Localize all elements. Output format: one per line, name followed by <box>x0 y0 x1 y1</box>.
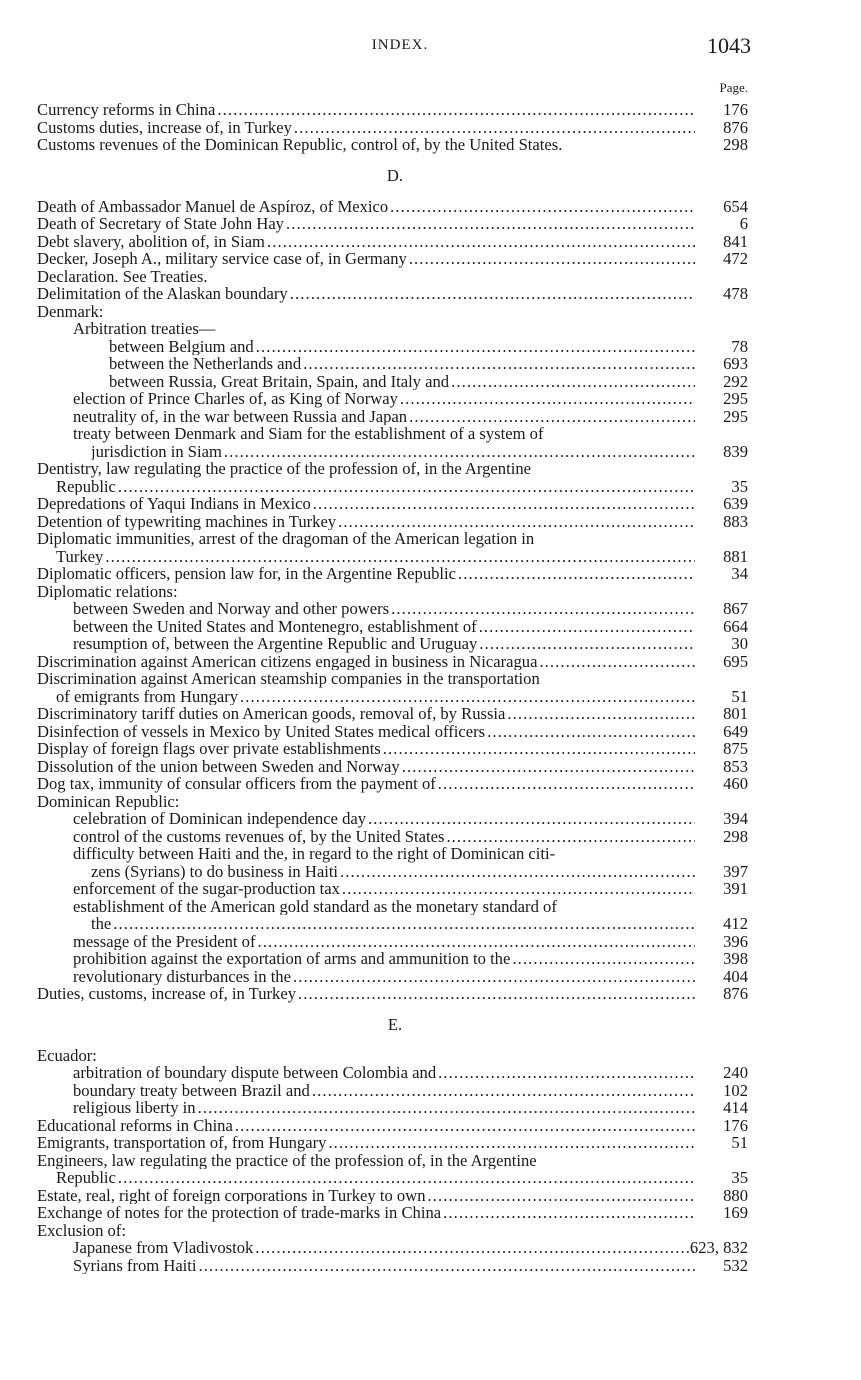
entry-page-ref: 853 <box>723 756 748 776</box>
entry-text: message of the President of <box>73 932 256 950</box>
leader-dots <box>222 443 695 461</box>
index-entry <box>0 1117 861 1135</box>
leader-dots <box>196 1099 695 1117</box>
entry-text: Debt slavery, abolition of, in Siam <box>37 232 265 250</box>
entry-text: revolutionary disturbances in the <box>73 967 291 985</box>
entry-text: Death of Secretary of State John Hay <box>37 215 284 233</box>
leader-dots <box>296 985 695 1003</box>
entry-text: between Russia, Great Britain, Spain, and Italy and <box>109 372 450 390</box>
leader-dots <box>477 635 695 653</box>
entry-page-ref: 867 <box>723 599 748 618</box>
index-entry <box>0 1047 861 1065</box>
entry-page-ref: 176 <box>723 1115 748 1135</box>
leader-dots <box>398 390 695 408</box>
index-entry <box>0 548 861 566</box>
index-entry <box>0 408 861 426</box>
entry-page-ref: 78 <box>731 336 748 356</box>
entry-text: boundary treaty between Brazil and <box>73 1081 310 1099</box>
index-entry <box>0 635 861 653</box>
entry-text: resumption of, between the Argentine Republic and Uruguay <box>73 635 478 653</box>
index-entry <box>0 950 861 968</box>
leader-dots <box>291 968 695 986</box>
index-entry <box>0 1187 861 1205</box>
entry-page-ref: 654 <box>723 196 748 216</box>
page-column-label: Page. <box>719 80 748 95</box>
index-entry <box>0 583 861 601</box>
entry-page-ref: 6 <box>739 214 748 233</box>
entry-page-ref: 801 <box>723 704 748 723</box>
entry-text: between Sweden and Norway and other powers <box>73 600 390 618</box>
index-entry <box>0 355 861 373</box>
leader-dots <box>254 338 695 356</box>
leader-dots <box>215 101 695 119</box>
index-entry <box>0 101 861 119</box>
entry-page-ref: 695 <box>723 651 748 671</box>
leader-dots <box>116 1169 695 1187</box>
leader-dots <box>426 1187 696 1205</box>
leader-dots <box>388 198 695 216</box>
leader-dots <box>336 513 695 531</box>
leader-dots <box>292 119 695 137</box>
index-entry <box>0 1257 861 1275</box>
entry-page-ref: 880 <box>723 1185 748 1205</box>
leader-dots <box>311 495 695 513</box>
entry-text: Exclusion of: <box>37 1221 126 1239</box>
index-entry <box>0 1204 861 1222</box>
entry-page-ref: 176 <box>723 100 748 119</box>
index-entry <box>0 880 861 898</box>
leader-dots <box>233 1117 695 1135</box>
index-entry <box>0 215 861 233</box>
index-entry <box>0 565 861 583</box>
index-entry <box>0 1064 861 1082</box>
entry-text: the <box>91 915 112 933</box>
entry-page-ref: 841 <box>723 231 748 251</box>
entry-text: jurisdiction in Siam <box>91 442 222 460</box>
entry-page-ref: 169 <box>723 1203 748 1222</box>
leader-dots <box>477 618 695 636</box>
index-entry <box>0 513 861 531</box>
index-entry <box>0 828 861 846</box>
entry-page-ref: 295 <box>723 389 748 408</box>
entry-page-ref: 51 <box>731 1133 748 1152</box>
leader-dots <box>456 565 695 583</box>
leader-dots <box>116 478 695 496</box>
entry-text: Disinfection of vessels in Mexico by United States medical officers <box>37 722 486 740</box>
index-entry <box>0 618 861 636</box>
index-entry <box>0 793 861 811</box>
entry-page-ref: 693 <box>723 354 748 373</box>
entry-text: prohibition against the exportation of arms and ammunition to the <box>73 950 511 968</box>
leader-dots <box>111 915 695 933</box>
entry-page-ref: 875 <box>723 739 748 758</box>
entry-text: Dissolution of the union between Sweden and Norway <box>37 757 400 775</box>
entry-text: Decker, Joseph A., military service case of, in Germany <box>37 250 407 268</box>
entry-text: Duties, customs, increase of, in Turkey <box>37 985 297 1003</box>
leader-dots <box>449 373 695 391</box>
entry-text: celebration of Dominican independence day <box>73 810 367 828</box>
index-entry <box>0 250 861 268</box>
entry-page-ref: 664 <box>723 616 748 636</box>
leader-dots <box>197 1257 695 1275</box>
entry-text: Discrimination against American citizens engaged in business in Nicaragua <box>37 652 538 670</box>
entry-page-ref: 639 <box>723 494 748 513</box>
index-entry <box>0 810 861 828</box>
index-entry <box>0 495 861 513</box>
entry-text: Educational reforms in China <box>37 1116 233 1134</box>
leader-dots <box>485 723 695 741</box>
leader-dots <box>441 1204 695 1222</box>
entry-page-ref: 298 <box>723 135 748 154</box>
index-entry <box>0 723 861 741</box>
index-entry <box>0 530 861 548</box>
index-entry <box>0 670 861 688</box>
leader-dots <box>389 600 695 618</box>
index-entry <box>0 303 861 321</box>
leader-dots <box>381 740 695 758</box>
leader-dots <box>436 1064 695 1082</box>
entry-page-ref: 30 <box>731 634 748 653</box>
entry-text: Detention of typewriting machines in Turkey <box>37 512 337 530</box>
entry-page-ref: 404 <box>723 966 748 986</box>
entry-text: Currency reforms in China <box>37 101 216 119</box>
entry-text: Diplomatic immunities, arrest of the dragoman of the American legation in <box>37 530 535 548</box>
entry-page-ref: 394 <box>723 809 748 828</box>
index-entry <box>0 1099 861 1117</box>
index-entry <box>0 933 861 951</box>
entry-page-ref: 623, 832 <box>689 1238 748 1257</box>
entry-page-ref: 649 <box>723 721 748 741</box>
leader-dots <box>253 1239 695 1257</box>
leader-dots <box>436 775 695 793</box>
index-entry <box>0 653 861 671</box>
index-entry <box>0 1152 861 1170</box>
entry-text: Depredations of Yaqui Indians in Mexico <box>37 495 311 513</box>
index-entry <box>0 985 861 1003</box>
index-entry <box>0 320 861 338</box>
leader-dots <box>407 408 695 426</box>
entry-page-ref: 478 <box>723 284 748 303</box>
index-entry <box>0 460 861 478</box>
index-entry <box>0 968 861 986</box>
entry-text: Diplomatic officers, pension law for, in the Argentine Republic <box>37 565 456 583</box>
page-number: 1043 <box>707 33 751 58</box>
entry-page-ref: 396 <box>723 931 748 951</box>
entry-page-ref: 34 <box>731 564 748 583</box>
index-entry <box>0 845 861 863</box>
entry-text: Denmark: <box>37 302 104 320</box>
index-entry <box>0 425 861 443</box>
index-entry <box>0 119 861 137</box>
entry-text: Ecuador: <box>37 1046 97 1064</box>
entry-text: Estate, real, right of foreign corporations in Turkey to own <box>37 1186 426 1204</box>
entry-page-ref: 35 <box>731 1168 748 1187</box>
entry-page-ref: 839 <box>723 441 748 461</box>
entry-page-ref: 51 <box>731 686 748 706</box>
entry-text: zens (Syrians) to do business in Haiti <box>91 862 339 880</box>
entry-page-ref: 397 <box>723 861 748 881</box>
entry-text: neutrality of, in the war between Russia and Japan <box>73 407 408 425</box>
entry-text: Syrians from Haiti <box>73 1256 197 1274</box>
index-entry <box>0 443 861 461</box>
index-entry <box>0 758 861 776</box>
index-entry <box>0 373 861 391</box>
entry-text: between the Netherlands and <box>109 355 302 373</box>
index-entries <box>0 101 861 1274</box>
section-letter: D. <box>386 165 404 185</box>
entry-text: Diplomatic relations: <box>37 582 178 600</box>
leader-dots <box>310 1082 695 1100</box>
entry-page-ref: 102 <box>723 1080 748 1100</box>
leader-dots <box>340 880 695 898</box>
index-entry <box>0 390 861 408</box>
section-letter: E. <box>387 1014 403 1034</box>
leader-dots <box>103 548 695 566</box>
entry-text: Republic <box>56 477 116 495</box>
entry-page-ref: 298 <box>723 826 748 846</box>
index-entry <box>0 705 861 723</box>
leader-dots <box>338 863 695 881</box>
leader-dots <box>444 828 695 846</box>
entry-page-ref: 460 <box>723 774 748 793</box>
entry-page-ref: 391 <box>723 879 748 898</box>
index-entry <box>0 688 861 706</box>
index-entry <box>0 338 861 356</box>
index-entry <box>0 915 861 933</box>
entry-page-ref: 881 <box>723 546 748 566</box>
index-entry <box>0 285 861 303</box>
entry-page-ref: 295 <box>723 406 748 426</box>
index-entry <box>0 863 861 881</box>
entry-text: between Belgium and <box>109 337 254 355</box>
leader-dots <box>265 233 695 251</box>
entry-page-ref: 876 <box>723 117 748 137</box>
entry-text: Turkey <box>56 547 104 565</box>
entry-text: Dominican Republic: <box>37 792 180 810</box>
leader-dots <box>510 950 695 968</box>
entry-page-ref: 35 <box>731 476 748 496</box>
entry-text: Death of Ambassador Manuel de Aspíroz, of Mexico <box>37 197 389 215</box>
entry-text: establishment of the American gold standard as the monetary standard of <box>73 897 557 915</box>
leader-dots <box>301 355 695 373</box>
index-entry <box>0 600 861 618</box>
index-entry <box>0 1169 861 1187</box>
index-entry <box>0 198 861 216</box>
leader-dots <box>326 1134 695 1152</box>
leader-dots <box>366 810 695 828</box>
entry-text: Customs revenues of the Dominican Republic, control of, by the United States. <box>37 136 563 154</box>
entry-text: Discrimination against American steamship companies in the transportation <box>37 670 540 688</box>
entry-text: Engineers, law regulating the practice of the profession of, in the Argentine <box>37 1151 537 1169</box>
entry-text: Display of foreign flags over private establishments <box>37 740 381 758</box>
index-entry <box>0 1239 861 1257</box>
entry-text: Exchange of notes for the protection of trade-marks in China <box>37 1204 442 1222</box>
entry-page-ref: 414 <box>723 1098 748 1117</box>
leader-dots <box>238 688 695 706</box>
index-entry <box>0 1082 861 1100</box>
index-entry <box>0 898 861 916</box>
entry-text: Emigrants, transportation of, from Hungary <box>37 1134 327 1152</box>
index-entry <box>0 1222 861 1240</box>
entry-text: Arbitration treaties— <box>73 320 216 338</box>
running-header-title: INDEX. <box>371 37 429 53</box>
entry-page-ref: 883 <box>723 511 748 531</box>
entry-text: religious liberty in <box>73 1099 196 1117</box>
entry-page-ref: 240 <box>723 1063 748 1082</box>
entry-text: enforcement of the sugar-production tax <box>73 880 340 898</box>
entry-text: control of the customs revenues of, by the United States <box>73 827 445 845</box>
index-entry <box>0 478 861 496</box>
index-entry <box>0 1134 861 1152</box>
entry-text: Dentistry, law regulating the practice of the profession of, in the Argentine <box>37 460 531 478</box>
entry-page-ref: 412 <box>723 914 748 933</box>
leader-dots <box>407 250 695 268</box>
entry-text: Discriminatory tariff duties on American goods, removal of, by Russia <box>37 705 506 723</box>
entry-text: Japanese from Vladivostok <box>73 1239 254 1257</box>
entry-text: difficulty between Haiti and the, in regard to the right of Dominican citi- <box>73 845 556 863</box>
leader-dots <box>255 933 695 951</box>
entry-page-ref: 472 <box>723 249 748 268</box>
index-entry <box>0 775 861 793</box>
index-entry <box>0 136 861 154</box>
entry-page-ref: 532 <box>723 1255 748 1275</box>
index-entry <box>0 740 861 758</box>
leader-dots <box>537 653 695 671</box>
index-entry <box>0 233 861 251</box>
leader-dots <box>505 705 695 723</box>
entry-page-ref: 876 <box>723 984 748 1003</box>
entry-text: of emigrants from Hungary <box>56 687 239 705</box>
leader-dots <box>284 215 695 233</box>
entry-text: treaty between Denmark and Siam for the establishment of a system of <box>73 425 544 443</box>
entry-text: Delimitation of the Alaskan boundary <box>37 285 288 303</box>
entry-text: Customs duties, increase of, in Turkey <box>37 118 292 136</box>
entry-page-ref: 292 <box>723 371 748 391</box>
entry-text: between the United States and Montenegro, establishment of <box>73 617 477 635</box>
leader-dots <box>288 285 695 303</box>
entry-page-ref: 398 <box>723 949 748 968</box>
entry-text: Republic <box>56 1169 116 1187</box>
entry-text: election of Prince Charles of, as King of Norway <box>73 390 398 408</box>
entry-text: Dog tax, immunity of consular officers from the payment of <box>37 775 436 793</box>
entry-text: arbitration of boundary dispute between Colombia and <box>73 1064 437 1082</box>
entry-text: Declaration. See Treaties. <box>37 267 208 285</box>
leader-dots <box>400 758 695 776</box>
index-entry <box>0 268 861 286</box>
